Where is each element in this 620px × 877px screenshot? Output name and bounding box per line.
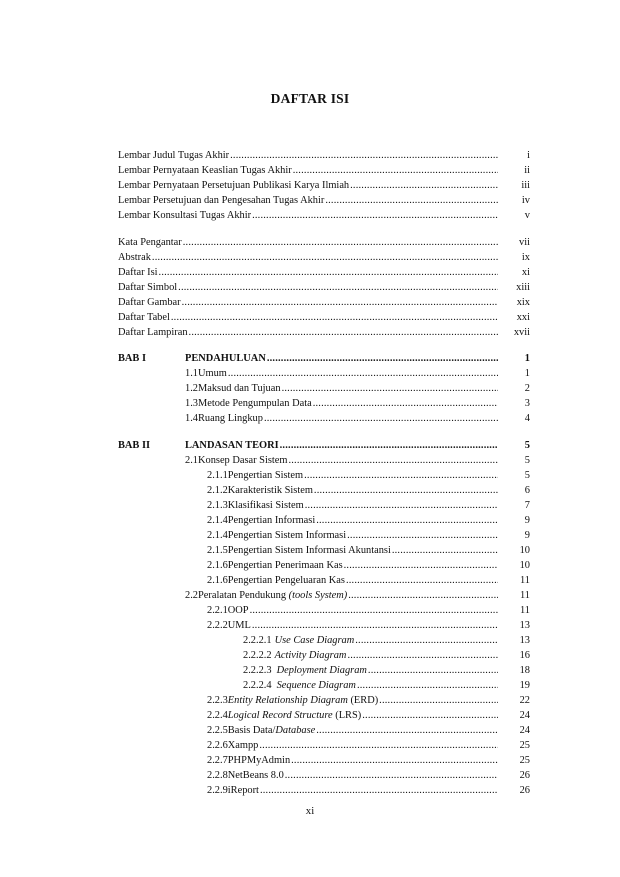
- leader-dots: [282, 381, 498, 396]
- entry-label: Pengertian Informasi: [227, 515, 316, 526]
- toc-entry-1-3: [118, 396, 530, 411]
- section-number: 2.1.4: [207, 530, 228, 541]
- entry-page: v: [524, 210, 530, 221]
- toc-entry-2-1-3: [118, 498, 530, 513]
- entry-page: xi: [521, 267, 530, 278]
- entry-page: 11: [519, 590, 530, 601]
- leader-dots: [152, 250, 498, 265]
- entry-page: 11: [519, 575, 530, 586]
- leader-dots: [325, 193, 498, 208]
- section-number: 2.1: [185, 455, 198, 466]
- toc-entry-2-2-1: [118, 603, 530, 618]
- leader-dots: [264, 411, 498, 426]
- section-number: 1.2: [185, 383, 198, 394]
- entry-label: Pengertian Sistem: [227, 470, 304, 481]
- leader-dots: [252, 208, 498, 223]
- entry-label: Pengertian Sistem Informasi: [227, 530, 347, 541]
- entry-page: 9: [524, 530, 530, 541]
- entry-page: vii: [519, 237, 530, 248]
- entry-label: Metode Pengumpulan Data: [198, 398, 312, 409]
- toc-entry-2-2-2-1: [118, 633, 530, 648]
- toc-entry-1-4: [118, 411, 530, 426]
- leader-dots: [260, 783, 498, 798]
- leader-dots: [259, 738, 498, 753]
- entry-page: 10: [519, 560, 530, 571]
- toc-entry-2-1-4b: [118, 528, 530, 543]
- entry-label: Daftar Simbol: [118, 282, 178, 293]
- entry-label: Sequence Diagram: [276, 680, 356, 691]
- toc-entry-list-1: [118, 235, 530, 250]
- entry-page: 24: [519, 725, 530, 736]
- toc-entry-2-2-5: [118, 723, 530, 738]
- entry-page: 16: [519, 650, 530, 661]
- toc-entry-2-2: [118, 588, 530, 603]
- toc-entry-2-2-2-3: [118, 663, 530, 678]
- toc-entry-list-4: [118, 280, 530, 295]
- section-number: 1.3: [185, 398, 198, 409]
- section-number: 2.1.1: [207, 470, 228, 481]
- entry-page: 26: [519, 770, 530, 781]
- entry-page: 19: [519, 680, 530, 691]
- leader-dots: [350, 178, 498, 193]
- section-number: 2.2.9: [207, 785, 228, 796]
- chapter-title: LANDASAN TEORI: [185, 440, 279, 451]
- entry-label: Logical Record Structure: [227, 710, 333, 721]
- section-number: 2.1.2: [207, 485, 228, 496]
- entry-page: ii: [524, 165, 530, 176]
- entry-page: 6: [524, 485, 530, 496]
- toc-entry-2-1: [118, 453, 530, 468]
- entry-label: iReport: [227, 785, 259, 796]
- leader-dots: [344, 558, 498, 573]
- entry-page: xvii: [513, 327, 530, 338]
- toc-entry-front-4: [118, 193, 530, 208]
- entry-page: 10: [519, 545, 530, 556]
- entry-label: Activity Diagram: [274, 650, 347, 661]
- entry-label: NetBeans 8.0: [227, 770, 284, 781]
- leader-dots: [280, 438, 498, 453]
- toc-entry-2-2-9: [118, 783, 530, 798]
- chapter-heading-1: [118, 351, 530, 366]
- entry-label: UML: [227, 620, 251, 631]
- entry-page: xxi: [516, 312, 530, 323]
- entry-label: Peralatan Pendukung: [198, 590, 287, 601]
- toc-entry-2-2-4: [118, 708, 530, 723]
- entry-label: Klasifikasi Sistem: [227, 500, 304, 511]
- entry-page: 7: [524, 500, 530, 511]
- entry-label: Deployment Diagram: [276, 665, 367, 676]
- toc-entry-2-2-6: [118, 738, 530, 753]
- entry-page: 13: [519, 620, 530, 631]
- entry-page: 26: [519, 785, 530, 796]
- section-number: 2.1.4: [207, 515, 228, 526]
- entry-label: Karakteristik Sistem: [227, 485, 313, 496]
- leader-dots: [392, 543, 498, 558]
- chapter-number: BAB I: [118, 353, 147, 364]
- section-number: 2.1.5: [207, 545, 228, 556]
- toc-entry-2-2-2-2: [118, 648, 530, 663]
- entry-label-italic: (tools System): [288, 590, 348, 601]
- entry-label: Lembar Persetujuan dan Pengesahan Tugas Akhir: [118, 195, 325, 206]
- leader-dots: [379, 693, 498, 708]
- leader-dots: [183, 235, 498, 250]
- leader-dots: [291, 753, 498, 768]
- toc-entry-list-5: [118, 295, 530, 310]
- toc-entry-2-1-5: [118, 543, 530, 558]
- toc-entry-list-3: [118, 265, 530, 280]
- toc-entry-list-2: [118, 250, 530, 265]
- toc-entry-1-1: [118, 366, 530, 381]
- toc-entry-1-2: [118, 381, 530, 396]
- leader-dots: [316, 513, 498, 528]
- entry-page: 2: [524, 383, 530, 394]
- entry-label: Konsep Dasar Sistem: [198, 455, 288, 466]
- leader-dots: [348, 588, 498, 603]
- toc-entry-2-2-2-4: [118, 678, 530, 693]
- leader-dots: [250, 603, 498, 618]
- toc-entry-2-1-1: [118, 468, 530, 483]
- entry-page: iv: [521, 195, 530, 206]
- entry-label: Pengertian Penerimaan Kas: [227, 560, 343, 571]
- entry-label: Use Case Diagram: [274, 635, 355, 646]
- leader-dots: [305, 498, 498, 513]
- section-number: 2.1.6: [207, 575, 228, 586]
- toc-entry-front-3: [118, 178, 530, 193]
- toc-entry-2-2-3: [118, 693, 530, 708]
- entry-label: Lembar Pernyataan Persetujuan Publikasi Karya Ilmiah: [118, 180, 350, 191]
- section-number: 2.2.2.3: [243, 665, 272, 676]
- entry-label: Daftar Lampiran: [118, 327, 188, 338]
- entry-label: Basis Data/: [227, 725, 276, 736]
- section-number: 2.2.3: [207, 695, 228, 706]
- entry-label: Abstrak: [118, 252, 151, 263]
- entry-page: 13: [519, 635, 530, 646]
- entry-page: 4: [524, 413, 530, 424]
- entry-label: PHPMyAdmin: [227, 755, 291, 766]
- leader-dots: [230, 148, 498, 163]
- chapter-number: BAB II: [118, 440, 151, 451]
- section-number: 2.2: [185, 590, 198, 601]
- leader-dots: [171, 310, 498, 325]
- toc-entry-front-1: [118, 148, 530, 163]
- entry-label: Umum: [198, 368, 227, 379]
- entry-label-suffix: (LRS): [335, 710, 362, 721]
- leader-dots: [182, 295, 498, 310]
- entry-page: i: [527, 150, 530, 161]
- entry-page: 25: [519, 740, 530, 751]
- entry-label: Maksud dan Tujuan: [198, 383, 281, 394]
- entry-label: Daftar Gambar: [118, 297, 181, 308]
- toc-entry-2-1-6b: [118, 573, 530, 588]
- entry-page: 25: [519, 755, 530, 766]
- entry-page: iii: [521, 180, 530, 191]
- entry-page: xix: [516, 297, 530, 308]
- toc-entry-list-7: [118, 325, 530, 340]
- entry-page: 11: [519, 605, 530, 616]
- entry-label: Xampp: [227, 740, 259, 751]
- leader-dots: [346, 573, 498, 588]
- toc-entry-2-2-2: [118, 618, 530, 633]
- entry-page: 18: [519, 665, 530, 676]
- entry-page: ix: [521, 252, 530, 263]
- section-number: 2.2.2.1: [243, 635, 272, 646]
- section-number: 2.2.4: [207, 710, 228, 721]
- leader-dots: [288, 453, 498, 468]
- entry-page: 3: [524, 398, 530, 409]
- entry-label: Ruang Lingkup: [198, 413, 263, 424]
- entry-label: Daftar Tabel: [118, 312, 170, 323]
- section-number: 2.1.3: [207, 500, 228, 511]
- leader-dots: [347, 648, 498, 663]
- page-title: DAFTAR ISI: [270, 91, 350, 106]
- leader-dots: [355, 633, 498, 648]
- leader-dots: [293, 163, 498, 178]
- chapter-title: PENDAHULUAN: [185, 353, 266, 364]
- entry-page: 5: [524, 440, 530, 451]
- entry-page: 5: [524, 470, 530, 481]
- section-number: 1.1: [185, 368, 198, 379]
- leader-dots: [252, 618, 498, 633]
- section-number: 2.2.6: [207, 740, 228, 751]
- section-number: 2.1.6: [207, 560, 228, 571]
- leader-dots: [189, 325, 498, 340]
- leader-dots: [304, 468, 498, 483]
- section-number: 2.2.2.2: [243, 650, 272, 661]
- leader-dots: [362, 708, 498, 723]
- leader-dots: [347, 528, 498, 543]
- entry-label: Kata Pengantar: [118, 237, 182, 248]
- entry-label: Lembar Judul Tugas Akhir: [118, 150, 230, 161]
- toc-entry-2-1-6a: [118, 558, 530, 573]
- entry-label-italic: Database: [275, 725, 316, 736]
- entry-label: Pengertian Sistem Informasi Akuntansi: [227, 545, 391, 556]
- page-number: xi: [305, 805, 315, 817]
- section-number: 2.2.8: [207, 770, 228, 781]
- entry-page: 5: [524, 455, 530, 466]
- leader-dots: [313, 396, 498, 411]
- toc-entry-2-2-7: [118, 753, 530, 768]
- section-number: 2.2.2.4: [243, 680, 272, 691]
- toc-entry-2-1-2: [118, 483, 530, 498]
- entry-page: 22: [519, 695, 530, 706]
- entry-page: xiii: [516, 282, 530, 293]
- entry-page: 9: [524, 515, 530, 526]
- leader-dots: [159, 265, 498, 280]
- leader-dots: [178, 280, 498, 295]
- entry-label: Lembar Pernyataan Keaslian Tugas Akhir: [118, 165, 292, 176]
- leader-dots: [314, 483, 498, 498]
- leader-dots: [285, 768, 498, 783]
- leader-dots: [228, 366, 498, 381]
- entry-label: OOP: [227, 605, 249, 616]
- toc-entry-front-2: [118, 163, 530, 178]
- entry-label-suffix: (ERD): [350, 695, 379, 706]
- toc-entry-2-2-8: [118, 768, 530, 783]
- leader-dots: [316, 723, 498, 738]
- section-number: 2.2.7: [207, 755, 228, 766]
- entry-label: Entity Relationship Diagram: [227, 695, 348, 706]
- entry-label: Lembar Konsultasi Tugas Akhir: [118, 210, 252, 221]
- entry-page: 1: [524, 353, 530, 364]
- entry-page: 1: [524, 368, 530, 379]
- leader-dots: [267, 351, 498, 366]
- entry-label: Pengertian Pengeluaran Kas: [227, 575, 345, 586]
- section-number: 1.4: [185, 413, 198, 424]
- leader-dots: [368, 663, 498, 678]
- toc-entry-list-6: [118, 310, 530, 325]
- section-number: 2.2.1: [207, 605, 228, 616]
- entry-page: 24: [519, 710, 530, 721]
- toc-entry-front-5: [118, 208, 530, 223]
- toc-entry-2-1-4a: [118, 513, 530, 528]
- section-number: 2.2.5: [207, 725, 228, 736]
- chapter-heading-2: [118, 438, 530, 453]
- section-number: 2.2.2: [207, 620, 228, 631]
- leader-dots: [357, 678, 498, 693]
- entry-label: Daftar Isi: [118, 267, 158, 278]
